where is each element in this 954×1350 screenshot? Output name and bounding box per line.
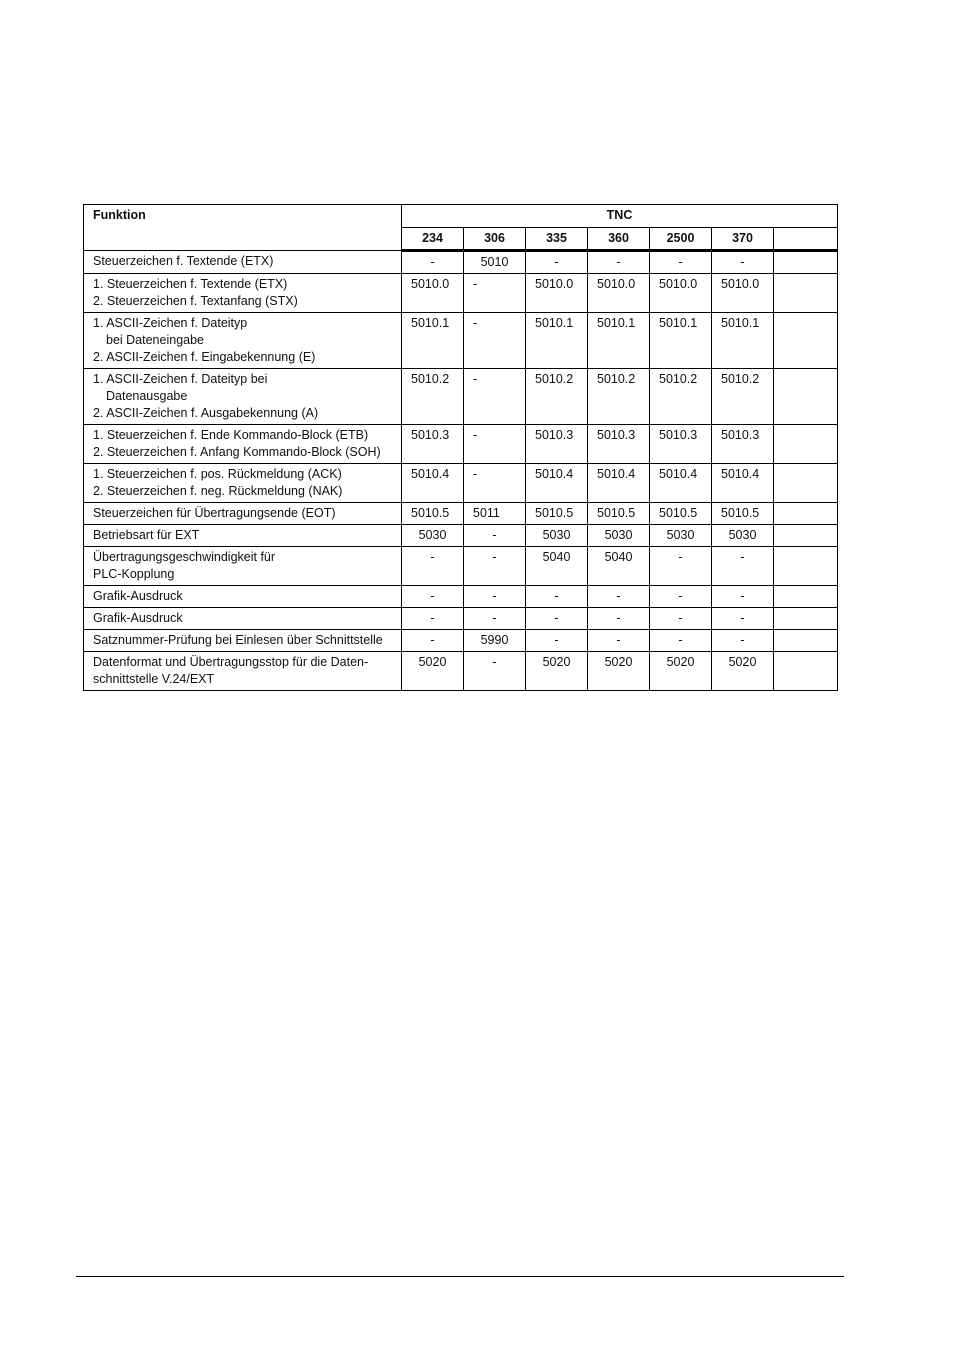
function-cell (84, 503, 402, 525)
value-cell (774, 630, 838, 652)
value-cell: 5010 (464, 251, 526, 274)
function-text-line: Grafik-Ausdruck (93, 589, 183, 603)
function-text-line: Steuerzeichen für Übertragungsende (EOT) (93, 506, 336, 520)
value-cell: - (526, 586, 588, 608)
value-cell: 5010.0 (650, 274, 712, 313)
value-cell: 5020 (588, 652, 650, 691)
value-cell: 5010.4 (588, 464, 650, 503)
function-text-line: Datenformat und Übertragungsstop für die Daten- (93, 655, 369, 669)
function-cell (84, 547, 402, 586)
value-cell: 5010.4 (712, 464, 774, 503)
function-cell (84, 313, 402, 369)
function-text-line: 1. ASCII-Zeichen f. Dateityp bei (93, 372, 268, 386)
value-cell: 5010.0 (712, 274, 774, 313)
header-row (84, 205, 838, 228)
function-cell (84, 652, 402, 691)
value-cell (774, 251, 838, 274)
function-text-line: 2. Steuerzeichen f. neg. Rückmeldung (NAK) (93, 484, 343, 498)
function-text-line: 1. Steuerzeichen f. Textende (ETX) (93, 277, 288, 291)
value-cell: 5030 (526, 525, 588, 547)
value-cell: 5010.1 (402, 313, 464, 369)
function-text-line: Satznummer-Prüfung bei Einlesen über Schnittstelle (93, 633, 383, 647)
value-cell: 5040 (526, 547, 588, 586)
value-cell: - (650, 547, 712, 586)
function-cell (84, 369, 402, 425)
value-cell (774, 464, 838, 503)
value-cell: - (464, 525, 526, 547)
value-cell: 5010.0 (588, 274, 650, 313)
value-cell: 5020 (712, 652, 774, 691)
table-row (84, 608, 838, 630)
value-cell (774, 503, 838, 525)
value-cell: - (464, 652, 526, 691)
value-cell: - (402, 586, 464, 608)
table-row (84, 274, 838, 313)
value-cell (774, 313, 838, 369)
function-text-line: bei Dateneingabe (106, 333, 204, 347)
function-cell (84, 251, 402, 274)
value-cell: - (402, 251, 464, 274)
value-cell: - (464, 608, 526, 630)
function-text-line: Übertragungsgeschwindigkeit für (93, 550, 276, 564)
value-cell (774, 274, 838, 313)
function-cell (84, 525, 402, 547)
model-header-370: 370 (712, 228, 774, 251)
value-cell: 5010.2 (588, 369, 650, 425)
function-text-line: PLC-Kopplung (93, 567, 175, 581)
model-header-360: 360 (588, 228, 650, 251)
table-row (84, 251, 838, 274)
value-cell: 5990 (464, 630, 526, 652)
value-cell: - (464, 313, 526, 369)
function-text-line: 1. Steuerzeichen f. Ende Kommando-Block (ETB) (93, 428, 369, 442)
value-cell: 5040 (588, 547, 650, 586)
value-cell: - (650, 586, 712, 608)
value-cell: - (402, 547, 464, 586)
value-cell: 5011 (464, 503, 526, 525)
value-cell: - (402, 630, 464, 652)
function-text-line: 2. Steuerzeichen f. Anfang Kommando-Block (SOH) (93, 445, 381, 459)
function-text-line: 2. ASCII-Zeichen f. Eingabekennung (E) (93, 350, 316, 364)
value-cell: 5010.2 (650, 369, 712, 425)
value-cell: 5010.2 (402, 369, 464, 425)
function-text-line: schnittstelle V.24/EXT (93, 672, 215, 686)
value-cell: 5010.4 (402, 464, 464, 503)
value-cell: - (526, 630, 588, 652)
function-text-line: 2. Steuerzeichen f. Textanfang (STX) (93, 294, 298, 308)
model-header-blank (774, 228, 838, 251)
function-text-line: 2. ASCII-Zeichen f. Ausgabekennung (A) (93, 406, 319, 420)
tnc-header: TNC (402, 205, 838, 228)
value-cell (774, 369, 838, 425)
value-cell: 5010.3 (402, 425, 464, 464)
value-cell: - (712, 630, 774, 652)
footer-rule (76, 1276, 844, 1277)
value-cell: 5030 (650, 525, 712, 547)
funktion-header: Funktion (84, 205, 402, 251)
value-cell: - (526, 608, 588, 630)
value-cell: 5010.1 (712, 313, 774, 369)
model-header-2500: 2500 (650, 228, 712, 251)
table-body (84, 251, 838, 691)
model-header-306: 306 (464, 228, 526, 251)
value-cell: 5010.3 (526, 425, 588, 464)
model-header-335: 335 (526, 228, 588, 251)
value-cell: 5010.5 (402, 503, 464, 525)
value-cell: 5010.5 (712, 503, 774, 525)
function-text-line: Betriebsart für EXT (93, 528, 200, 542)
value-cell: 5030 (712, 525, 774, 547)
value-cell: - (402, 608, 464, 630)
table-row (84, 630, 838, 652)
value-cell: - (712, 608, 774, 630)
value-cell: - (650, 630, 712, 652)
value-cell: - (712, 251, 774, 274)
parameter-table (83, 204, 838, 691)
value-cell: - (588, 586, 650, 608)
value-cell: 5010.4 (650, 464, 712, 503)
value-cell (774, 586, 838, 608)
value-cell: 5010.5 (588, 503, 650, 525)
table-row (84, 369, 838, 425)
value-cell: - (464, 369, 526, 425)
value-cell (774, 525, 838, 547)
function-text-line: 1. Steuerzeichen f. pos. Rückmeldung (ACK) (93, 467, 342, 481)
function-cell (84, 586, 402, 608)
value-cell: 5020 (526, 652, 588, 691)
value-cell: 5010.2 (526, 369, 588, 425)
value-cell: - (588, 251, 650, 274)
table-row (84, 425, 838, 464)
value-cell: 5010.0 (526, 274, 588, 313)
value-cell: - (464, 464, 526, 503)
table-row (84, 652, 838, 691)
value-cell: - (588, 630, 650, 652)
value-cell: 5010.1 (650, 313, 712, 369)
table-row (84, 547, 838, 586)
value-cell: 5010.0 (402, 274, 464, 313)
function-cell (84, 425, 402, 464)
value-cell: 5010.3 (588, 425, 650, 464)
value-cell: - (712, 586, 774, 608)
value-cell: 5030 (588, 525, 650, 547)
value-cell: 5030 (402, 525, 464, 547)
function-text-line: Steuerzeichen f. Textende (ETX) (93, 254, 274, 268)
value-cell (774, 608, 838, 630)
table-row (84, 503, 838, 525)
value-cell: - (650, 251, 712, 274)
value-cell: 5010.5 (650, 503, 712, 525)
value-cell: 5010.4 (526, 464, 588, 503)
value-cell: 5020 (402, 652, 464, 691)
value-cell: - (712, 547, 774, 586)
value-cell: 5010.1 (588, 313, 650, 369)
value-cell: - (464, 586, 526, 608)
model-header-234: 234 (402, 228, 464, 251)
function-cell (84, 630, 402, 652)
table-row (84, 525, 838, 547)
table-row (84, 586, 838, 608)
function-text-line: Grafik-Ausdruck (93, 611, 183, 625)
function-text-line: Datenausgabe (106, 389, 188, 403)
value-cell: - (526, 251, 588, 274)
value-cell: - (464, 425, 526, 464)
table-row (84, 313, 838, 369)
value-cell: 5010.1 (526, 313, 588, 369)
value-cell: 5010.5 (526, 503, 588, 525)
value-cell: 5010.2 (712, 369, 774, 425)
value-cell (774, 425, 838, 464)
value-cell (774, 652, 838, 691)
function-text-line: 1. ASCII-Zeichen f. Dateityp (93, 316, 248, 330)
function-cell (84, 464, 402, 503)
value-cell: 5010.3 (650, 425, 712, 464)
value-cell: - (588, 608, 650, 630)
value-cell (774, 547, 838, 586)
value-cell: - (650, 608, 712, 630)
value-cell: - (464, 274, 526, 313)
function-cell (84, 608, 402, 630)
function-cell (84, 274, 402, 313)
value-cell: - (464, 547, 526, 586)
value-cell: 5020 (650, 652, 712, 691)
table-row (84, 464, 838, 503)
value-cell: 5010.3 (712, 425, 774, 464)
